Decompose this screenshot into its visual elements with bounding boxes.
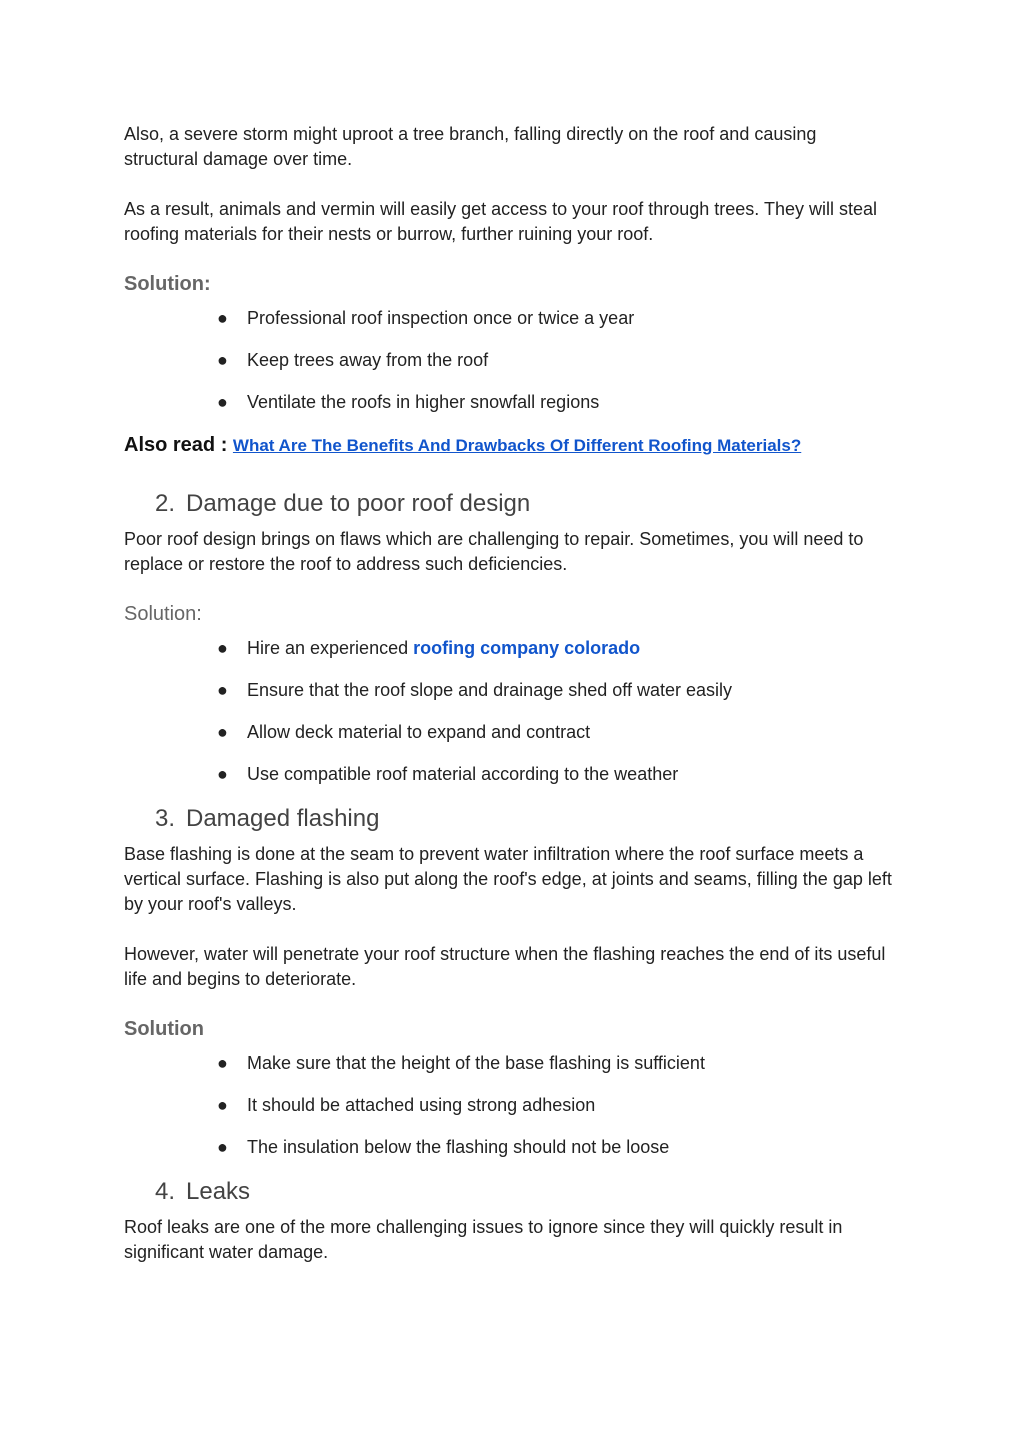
section-heading	[155, 805, 379, 833]
bullet-icon: ●	[217, 1095, 228, 1115]
list-item-text: Ensure that the roof slope and drainage shed off water easily	[247, 680, 732, 700]
list-item-text: Use compatible roof material according to the weather	[247, 764, 679, 784]
paragraph-leaks: Roof leaks are one of the more challenging issues to ignore since they will quickly result in significant water damage.	[124, 1217, 843, 1262]
also-read-label: Also read :	[124, 434, 233, 456]
bullet-icon: ●	[217, 350, 228, 370]
bullet-icon: ●	[217, 764, 228, 784]
roofing-company-link[interactable]: roofing company colorado	[413, 638, 641, 658]
list-item	[217, 721, 590, 743]
section-title: Damaged flashing	[186, 805, 380, 832]
paragraph-storm: Also, a severe storm might uproot a tree branch, falling directly on the roof and causing structural damage over time.	[124, 124, 817, 169]
list-item	[217, 1052, 705, 1074]
bullet-icon: ●	[217, 680, 228, 700]
bullet-icon: ●	[217, 308, 228, 328]
bullet-icon: ●	[217, 392, 228, 412]
section-number: 4.	[155, 1178, 176, 1205]
list-item	[217, 307, 634, 329]
bullet-icon: ●	[217, 1053, 228, 1073]
list-item-text: It should be attached using strong adhesion	[247, 1095, 596, 1115]
list-item-text: The insulation below the flashing should not be loose	[247, 1137, 670, 1157]
list-item-text: Professional roof inspection once or twice a year	[247, 308, 635, 328]
bullet-icon: ●	[217, 1137, 228, 1157]
list-item-text: Make sure that the height of the base flashing is sufficient	[247, 1053, 705, 1073]
list-item	[217, 763, 678, 785]
paragraph-vermin: As a result, animals and vermin will easily get access to your roof through trees. They will steal roofing materials for their nests or burrow, further ruining your roof.	[124, 199, 877, 244]
also-read-link[interactable]: What Are The Benefits And Drawbacks Of Different Roofing Materials?	[232, 436, 802, 455]
paragraph-flashing: Base flashing is done at the seam to prevent water infiltration where the roof surface meets a vertical surface. Flashing is also put along the roof's edge, at joints and seams, filling the gap left by your roof's valleys.	[124, 844, 892, 914]
list-item	[217, 679, 732, 701]
section-title: Leaks	[186, 1178, 251, 1205]
list-item-text: Hire an experienced	[247, 638, 414, 658]
also-read	[124, 434, 801, 457]
list-item-text: Allow deck material to expand and contract	[247, 722, 591, 742]
bullet-icon: ●	[217, 722, 228, 742]
list-item	[217, 637, 640, 659]
list-item	[217, 391, 599, 413]
list-item	[217, 1094, 595, 1116]
solution-label: Solution:	[124, 603, 202, 625]
paragraph-penetrate: However, water will penetrate your roof structure when the flashing reaches the end of its useful life and begins to deteriorate.	[124, 944, 886, 989]
solution-label: Solution	[124, 1018, 204, 1040]
list-item	[217, 349, 488, 371]
list-item	[217, 1136, 669, 1158]
solution-label: Solution:	[124, 273, 211, 295]
list-item-text: Ventilate the roofs in higher snowfall regions	[247, 392, 600, 412]
section-heading	[155, 1178, 250, 1206]
bullet-icon: ●	[217, 638, 228, 658]
section-title: Damage due to poor roof design	[186, 490, 531, 517]
list-item-text: Keep trees away from the roof	[247, 350, 489, 370]
section-number: 3.	[155, 805, 176, 832]
section-number: 2.	[155, 490, 176, 517]
paragraph-poor-design: Poor roof design brings on flaws which are challenging to repair. Sometimes, you will need to replace or restore the roof to address such deficiencies.	[124, 529, 864, 574]
section-heading	[155, 490, 530, 518]
